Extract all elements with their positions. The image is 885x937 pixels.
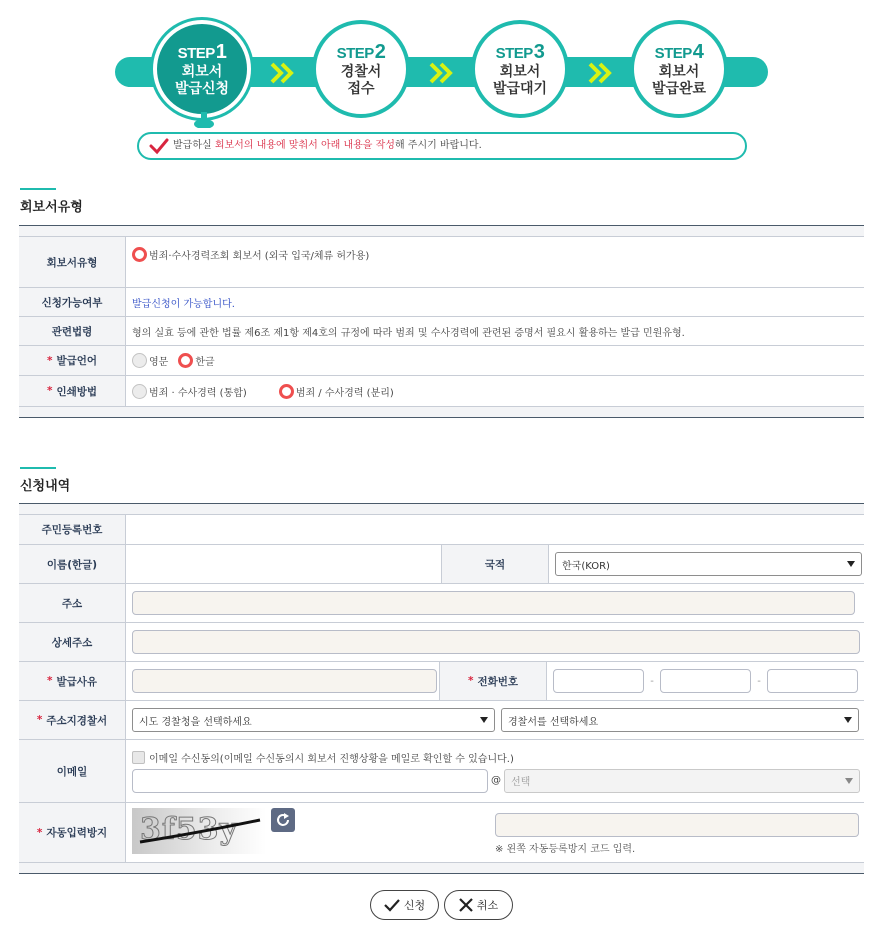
table-row — [19, 376, 864, 406]
print-option-separate[interactable]: 범죄 / 수사경력 (분리) — [279, 384, 394, 399]
row-label: * 자동입력방지 — [19, 803, 126, 862]
rrn-value — [126, 515, 864, 544]
table-row — [19, 515, 864, 545]
table-row — [19, 346, 864, 376]
step-4-title-line2: 발급완료 — [651, 81, 707, 97]
row-label: 신청가능여부 — [19, 288, 126, 316]
step-notice — [137, 132, 747, 160]
captcha-image: 3f53y — [132, 808, 266, 854]
law-value: 형의 실효 등에 관한 법률 제6조 제1항 제4호의 규정에 따라 범죄 및 수사경력에 관련된 증명서 필요시 활용하는 발급 민원유형. — [132, 327, 685, 339]
table-row — [19, 701, 864, 740]
row-label: 상세주소 — [19, 623, 126, 661]
row-label: 이름(한글) — [19, 545, 126, 583]
radio-selected-icon[interactable] — [279, 384, 294, 399]
step-1-title-line2: 발급신청 — [174, 81, 230, 97]
nationality-select[interactable]: 한국(KOR) — [555, 552, 862, 576]
caret-down-icon — [845, 778, 853, 784]
cancel-button[interactable]: 취소 — [444, 890, 513, 920]
row-label: * 전화번호 — [440, 662, 547, 700]
captcha-strike — [132, 808, 266, 854]
reason-input[interactable] — [132, 669, 437, 693]
row-label: * 발급사유 — [19, 662, 126, 700]
notice-highlight: 회보서의 내용에 맞춰서 아래 내용을 작성 — [214, 140, 395, 151]
radio-unselected-icon[interactable] — [132, 353, 147, 368]
step-pointer-icon — [194, 112, 214, 128]
phone-part3-input[interactable] — [767, 669, 858, 693]
province-police-select[interactable]: 시도 경찰청을 선택하세요 — [132, 708, 495, 732]
caret-down-icon — [847, 561, 855, 567]
radio-selected-icon[interactable] — [178, 353, 193, 368]
double-chevron-icon — [270, 62, 294, 84]
report-type-table — [19, 225, 864, 418]
step-2-label: STEP2 — [336, 41, 386, 63]
step-3-label: STEP3 — [495, 41, 545, 63]
row-label: 이메일 — [19, 740, 126, 802]
check-icon — [149, 137, 169, 155]
email-domain-select[interactable]: 선택 — [504, 769, 860, 793]
email-local-input[interactable] — [132, 769, 488, 793]
step-2-title-line2: 접수 — [347, 81, 375, 97]
step-2 — [312, 20, 410, 118]
step-2-title-line1: 경찰서 — [340, 64, 382, 80]
row-label: 주소 — [19, 584, 126, 622]
notice-post: 해 주시기 바랍니다. — [394, 140, 482, 151]
row-label: 회보서유형 — [19, 237, 126, 287]
row-label: * 인쇄방법 — [19, 376, 126, 406]
section-title-application: 신청내역 — [20, 475, 70, 494]
table-row — [19, 288, 864, 317]
table-row — [19, 317, 864, 346]
double-chevron-icon — [429, 62, 453, 84]
phone-part2-input[interactable] — [660, 669, 751, 693]
step-4 — [630, 20, 728, 118]
application-table — [19, 503, 864, 874]
report-type-option[interactable] — [132, 247, 369, 262]
address-detail-input[interactable] — [132, 630, 860, 654]
check-icon — [384, 898, 400, 912]
print-option-combined[interactable]: 범죄 · 수사경력 (통합) — [132, 384, 247, 399]
row-label: 주민등록번호 — [19, 515, 126, 544]
step-4-title-line1: 회보서 — [658, 64, 700, 80]
step-1-label: STEP1 — [177, 41, 227, 63]
table-row — [19, 803, 864, 862]
step-3-title-line1: 회보서 — [499, 64, 541, 80]
step-3 — [471, 20, 569, 118]
row-label: 국적 — [442, 545, 549, 583]
language-option-english[interactable]: 영문 — [132, 353, 168, 368]
step-1-title-line1: 회보서 — [181, 64, 223, 80]
report-type-value: 범죄·수사경력조회 회보서 (외국 입국/체류 허가용) — [149, 251, 370, 262]
step-1 — [153, 20, 251, 118]
police-station-select[interactable]: 경찰서를 선택하세요 — [501, 708, 859, 732]
submit-button[interactable]: 신청 — [370, 890, 439, 920]
email-consent-checkbox[interactable] — [132, 751, 145, 764]
caret-down-icon — [480, 717, 488, 723]
row-label: * 발급언어 — [19, 346, 126, 375]
radio-unselected-icon[interactable] — [132, 384, 147, 399]
email-at: @ — [491, 775, 501, 786]
table-row — [19, 740, 864, 803]
table-row — [19, 584, 864, 623]
language-option-korean[interactable]: 한글 — [178, 353, 214, 368]
radio-selected-icon[interactable] — [132, 247, 147, 262]
name-value — [126, 545, 442, 583]
step-progress — [0, 0, 885, 170]
table-row — [19, 545, 864, 584]
captcha-input[interactable] — [495, 813, 859, 837]
address-input[interactable] — [132, 591, 855, 615]
close-icon — [459, 898, 473, 912]
notice-pre: 발급하실 — [173, 140, 215, 151]
table-row — [19, 623, 864, 662]
table-row — [19, 662, 864, 701]
row-label: * 주소지경찰서 — [19, 701, 126, 739]
row-label: 관련법령 — [19, 317, 126, 345]
refresh-icon — [275, 812, 291, 828]
step-3-title-line2: 발급대기 — [492, 81, 548, 97]
availability-value: 발급신청이 가능합니다. — [132, 298, 235, 310]
phone-separator: - — [650, 675, 654, 687]
refresh-captcha-button[interactable] — [271, 808, 295, 832]
captcha-note: ※ 왼쪽 자동등록방지 코드 입력. — [495, 844, 636, 855]
table-row — [19, 237, 864, 288]
phone-separator: - — [757, 675, 761, 687]
step-4-label: STEP4 — [654, 41, 704, 63]
phone-part1-input[interactable] — [553, 669, 644, 693]
double-chevron-icon — [588, 62, 612, 84]
section-title-report-type: 회보서유형 — [20, 196, 83, 215]
caret-down-icon — [844, 717, 852, 723]
email-consent[interactable]: 이메일 수신동의(이메일 수신동의시 회보서 진행상황을 메일로 확인할 수 있습니다.) — [132, 750, 514, 765]
